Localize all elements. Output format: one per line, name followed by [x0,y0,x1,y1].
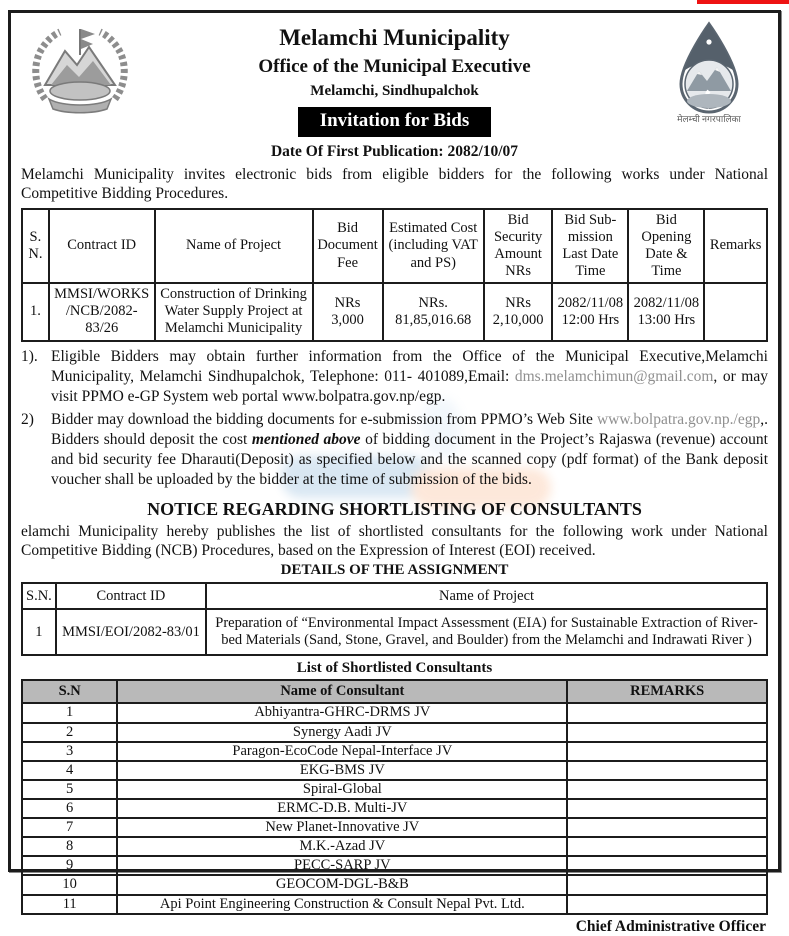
note-1-text [51,347,768,407]
consultant-sn: 11 [22,895,117,914]
details-heading: DETAILS OF THE ASSIGNMENT [280,562,509,579]
document-header [21,21,768,161]
col-consultant-name: Name of Consultant [117,680,567,703]
consultant-sn: 2 [22,723,117,742]
consultant-row [22,799,767,818]
municipality-title: Melamchi Municipality [279,25,510,50]
consultant-row [22,818,767,837]
consultant-row [22,895,767,914]
note-1-body: Eligible Bidders may obtain further information from the Office of the Municipal Executive,Melamchi Municipality, Melamchi Sindhupalchok, Telephone: 011- 401089,Email: [51,347,768,385]
consultant-sn: 10 [22,875,117,894]
consultant-remarks [567,875,767,894]
cell-submission: 2082/11/08 12:00 Hrs [552,283,628,340]
consultant-remarks [567,780,767,799]
consultant-name: EKG-BMS JV [117,761,567,780]
consultant-name: Api Point Engineering Construction & Consult Nepal Pvt. Ltd. [117,895,567,914]
consultant-remarks [567,856,767,875]
consultant-row [22,837,767,856]
col-project-name: Name of Project [155,209,313,283]
col-estimated-cost: Estimated Cost (including VAT and PS) [383,209,484,283]
nepal-emblem-logo [21,21,139,121]
consultant-remarks [567,761,767,780]
consultant-remarks [567,818,767,837]
invitation-banner: Invitation for Bids [298,107,492,137]
note-item-1 [21,347,768,407]
nepal-emblem-icon [27,21,133,121]
consultant-remarks [567,742,767,761]
cell-doc-fee: NRs 3,000 [313,283,383,340]
consultant-row [22,856,767,875]
consultant-remarks [567,895,767,914]
consultant-remarks [567,799,767,818]
consultants-title: List of Shortlisted Consultants [296,660,493,677]
shortlist-paragraph: elamchi Municipality hereby publishes the list of shortlisted consultants for the following work under National Competitive Bidding (NCB) Procedures, based on the Expression of Interest (EOI) received. [21,522,768,559]
col-bid-security: Bid Security Amount NRs [484,209,553,283]
col-sn: S.N. [22,583,56,609]
col-sn: S. N. [22,209,49,283]
cell-contract-id: MMSI/EOI/2082-83/01 [56,609,206,655]
consultant-name: PECC-SARP JV [117,856,567,875]
notes-list [21,347,768,491]
consultant-row [22,742,767,761]
consultant-sn: 3 [22,742,117,761]
consultant-remarks [567,837,767,856]
note-1-tail: , or may visit PPMO e-GP System web portal www.bolpatra.gov.np/egp. [51,367,768,405]
note-2-tail: of bidding document in the Project’s Rajaswa (revenue) account and bid security fee Dharauti(Deposit) as specified below and the scanned copy (pdf format) of the Bank deposit voucher shall be uploaded by the bidder at the time of submission of the bids. [51,431,768,489]
consultant-sn: 8 [22,837,117,856]
consultant-sn: 5 [22,780,117,799]
consultant-name: Synergy Aadi JV [117,723,567,742]
col-remarks: Remarks [704,209,767,283]
mentioned-above-emphasis: mentioned above [251,431,361,449]
note-2-text [51,410,768,491]
col-contract-id: Contract ID [56,583,206,609]
website-link[interactable]: www.bolpatra.gov.np./egp [596,411,761,428]
consultant-name: Abhiyantra-GHRC-DRMS JV [117,703,567,722]
col-doc-fee: Bid Document Fee [313,209,383,283]
cell-contract-id: MMSI/WORKS/NCB/2082-83/26 [49,283,155,340]
note-1-marker: 1). [21,347,38,365]
publication-date: Date Of First Publication: 2082/10/07 [270,143,519,160]
consultant-name: ERMC-D.B. Multi-JV [117,799,567,818]
note-item-2 [21,410,768,491]
col-opening: Bid Opening Date & Time [628,209,704,283]
shortlist-heading: NOTICE REGARDING SHORTLISTING OF CONSULTANTS [147,498,642,519]
cell-sn: 1 [22,609,56,655]
cell-remarks [704,283,767,340]
drop-logo-caption: मेलम्ची नगरपालिका [677,114,741,124]
location-line: Melamchi, Sindhupalchok [310,83,479,99]
consultant-row [22,761,767,780]
consultant-name: Paragon-EcoCode Nepal-Interface JV [117,742,567,761]
municipality-drop-logo [650,21,768,129]
consultant-name: Spiral-Global [117,780,567,799]
col-remarks: REMARKS [567,680,767,703]
consultant-row [22,703,767,722]
bid-table-row [22,283,767,340]
consultant-remarks [567,703,767,722]
cell-project: Preparation of “Environmental Impact Assessment (EIA) for Sustainable Extraction of River-bed Materials (Sand, Stone, Gravel, and Boulder) from the Melamchi and Indrawati River ) [206,609,767,655]
consultant-name: M.K.-Azad JV [117,837,567,856]
consultant-row [22,723,767,742]
consultant-name: New Planet-Innovative JV [117,818,567,837]
bid-table [21,208,768,342]
col-contract-id: Contract ID [49,209,155,283]
bid-table-header-row [22,209,767,283]
cell-bid-security: NRs 2,10,000 [484,283,553,340]
consultant-sn: 7 [22,818,117,837]
consultant-remarks [567,723,767,742]
cropped-red-banner [697,0,789,4]
consultant-sn: 4 [22,761,117,780]
note-2-marker: 2) [21,411,34,428]
email-link[interactable]: dms.melamchimun@gmail.com [514,367,714,385]
consultant-sn: 1 [22,703,117,722]
col-submission: Bid Sub-mission Last Date Time [552,209,628,283]
note-2-body: Bidder may download the bidding documents for e-submission from PPMO’s Web Site [51,411,597,428]
intro-paragraph: Melamchi Municipality invites electronic bids from eligible bidders for the following works under National Competitive Bidding Procedures. [21,166,768,202]
document-frame [8,10,781,935]
consultant-row [22,780,767,799]
assignment-header-row [22,583,767,609]
consultant-name: GEOCOM-DGL-B&B [117,875,567,894]
consultant-row [22,875,767,894]
cell-estimated-cost: NRs. 81,85,016.68 [383,283,484,340]
cell-sn: 1. [22,283,49,340]
cell-opening: 2082/11/08 13:00 Hrs [628,283,704,340]
consultant-sn: 6 [22,799,117,818]
consultants-table [21,679,768,914]
consultants-header-row [22,680,767,703]
cell-project: Construction of Drinking Water Supply Project at Melamchi Municipality [155,283,313,340]
assignment-table [21,582,768,656]
consultant-sn: 9 [22,856,117,875]
col-project-name: Name of Project [206,583,767,609]
col-sn: S.N [22,680,117,703]
note-2-mid: ,. Bidders should deposit the cost [51,411,768,449]
signatory-title: Chief Administrative Officer [575,917,766,935]
water-drop-icon [659,21,759,129]
office-title: Office of the Municipal Executive [258,56,531,77]
assignment-row [22,609,767,655]
